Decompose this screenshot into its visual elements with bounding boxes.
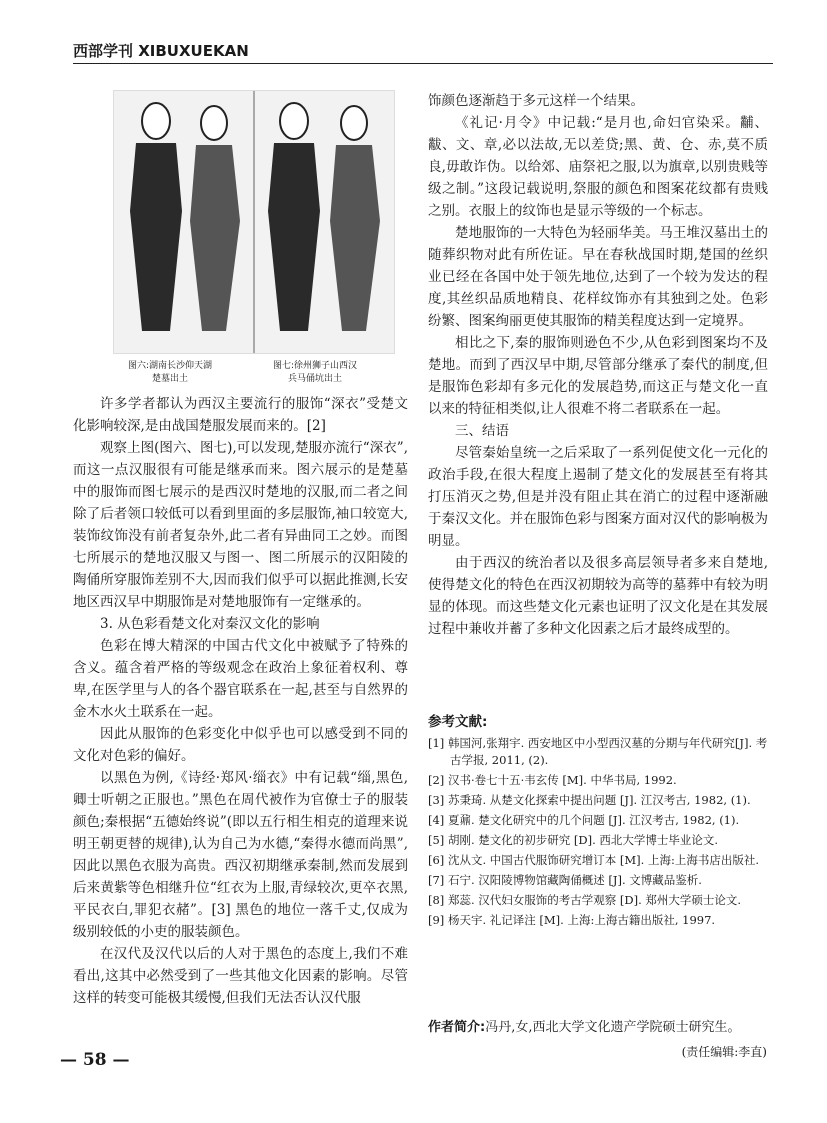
paragraph: 相比之下,秦的服饰则逊色不少,从色彩到图案均不及楚地。而到了西汉早中期,尽管部分继承了秦代的制度,但是服饰色彩却有多元化的发展趋势,而这正与楚文化一直以来的特征相类似,让人很难不将二者联系在一起。 <box>428 335 768 417</box>
journal-name: 西部学刊 XIBUXUEKAN <box>73 42 249 60</box>
caption-line: 图六:湖南长沙仰天湖 <box>127 361 213 371</box>
editor-note: (责任编辑:李直) <box>681 1045 767 1059</box>
caption-line: 图七:徐州狮子山西汉 <box>272 361 358 371</box>
author-bio <box>428 1018 773 1038</box>
left-column <box>73 393 408 1009</box>
right-column <box>428 90 768 640</box>
reference-item: [4] 夏鼐. 楚文化研究中的几个问题 [J]. 江汉考古, 1982, (1). <box>428 813 740 827</box>
paragraph: 尽管秦始皇统一之后采取了一系列促使文化一元化的政治手段,在很大程度上遏制了楚文化的发展甚至有将其打压消灭之势,但是并没有阻止其在消亡的过程中逐渐融于秦汉文化。并在服饰色彩与图案方面对汉代的影响极为明显。 <box>428 445 768 549</box>
paragraph: 许多学者都认为西汉主要流行的服饰“深衣”受楚文化影响较深,是由战国楚服发展而来的。[2] <box>73 396 408 434</box>
figurines-illustration <box>114 91 394 353</box>
page-number: — 58 — <box>60 1050 130 1070</box>
paragraph: 以黑色为例,《诗经·郑风·缁衣》中有记载“缁,黑色,卿士听朝之正服也。”黑色在周代被作为官僚士子的服装颜色;秦根据“五德始终说”(即以五行相生相克的道理来说明王朝更替的规律),认为自己为水德,“秦得水德而尚黑”,因此以黑色衣服为高贵。西汉初期继承秦制,然而发展到后来黄紫等色相继升位“红衣为上服,青绿较次,更卒衣黑,平民衣白,罪犯衣赭”。[3] 黑色的地位一落千丈,仅成为级别较低的小吏的服装颜色。 <box>73 770 408 940</box>
caption-line: 楚墓出土 <box>151 374 188 384</box>
figure-caption-right <box>250 360 380 386</box>
reference-item: [6] 沈从文. 中国古代服饰研究增订本 [M]. 上海:上海书店出版社. <box>428 853 759 867</box>
author-text: 冯丹,女,西北大学文化遗产学院硕士研究生。 <box>485 1020 741 1035</box>
references-list <box>428 735 768 932</box>
reference-item: [7] 石宁. 汉阳陵博物馆藏陶俑概述 [J]. 文博藏品鉴析. <box>428 873 702 887</box>
paragraph: 色彩在博大精深的中国古代文化中被赋予了特殊的含义。蕴含着严格的等级观念在政治上象征着权利、尊卑,在医学里与人的各个器官联系在一起,甚至与自然界的金木水火土联系在一起。 <box>73 638 408 720</box>
reference-item: [5] 胡刚. 楚文化的初步研究 [D]. 西北大学博士毕业论文. <box>428 833 719 847</box>
author-label: 作者简介: <box>428 1020 486 1035</box>
paragraph: 《礼记·月令》中记载:“是月也,命妇官染采。黼、黻、文、章,必以法故,无以差贷;黑、黄、仓、赤,莫不质良,毋敢诈伪。以给郊、庙祭祀之服,以为旗章,以别贵贱等级之制。”这段记载说明,祭服的颜色和图案花纹都有贵贱之别。衣服上的纹饰也是显示等级的一个标志。 <box>428 115 768 219</box>
reference-item: [3] 苏秉琦. 从楚文化探索中提出问题 [J]. 江汉考古, 1982, (1). <box>428 793 751 807</box>
reference-item: [8] 郑蕊. 汉代妇女服饰的考古学观察 [D]. 郑州大学硕士论文. <box>428 893 742 907</box>
reference-item: [9] 杨天宇. 礼记译注 [M]. 上海:上海古籍出版社, 1997. <box>428 913 716 927</box>
reference-item: [1] 韩国河,张翔宇. 西安地区中小型西汉墓的分期与年代研究[J]. 考古学报, 2011, (2). <box>428 736 768 767</box>
section-heading: 三、结语 <box>455 423 509 439</box>
paragraph: 饰颜色逐渐趋于多元这样一个结果。 <box>428 93 644 109</box>
header-rule <box>73 63 773 64</box>
reference-item: [2] 汉书·卷七十五·韦玄传 [M]. 中华书局, 1992. <box>428 773 677 787</box>
section-heading: 3. 从色彩看楚文化对秦汉文化的影响 <box>100 616 320 632</box>
references-title: 参考文献: <box>428 714 488 730</box>
figure-caption-left <box>110 360 230 386</box>
paragraph: 楚地服饰的一大特色为轻丽华美。马王堆汉墓出土的随葬织物对此有所佐证。早在春秋战国时期,楚国的丝织业已经在各国中处于领先地位,达到了一个较为发达的程度,其丝织品质地精良、花样纹饰亦有其独到之处。色彩纷繁、图案绚丽更使其服饰的精美程度达到一定境界。 <box>428 225 768 329</box>
paragraph: 在汉代及汉代以后的人对于黑色的态度上,我们不难看出,这其中必然受到了一些其他文化因素的影响。尽管这样的转变可能极其缓慢,但我们无法否认汉代服 <box>73 946 408 1006</box>
caption-line: 兵马俑坑出土 <box>287 374 342 384</box>
running-header <box>73 40 773 64</box>
paragraph: 观察上图(图六、图七),可以发现,楚服亦流行“深衣”,而这一点汉服很有可能是继承而来。图六展示的是楚墓中的服饰而图七展示的是西汉时楚地的汉服,而二者之间除了后者领口较低可以看到里面的多层服饰,袖口较宽大,装饰纹饰没有前者复杂外,此二者有异曲同工之妙。而图七所展示的楚地汉服又与图一、图二所展示的汉阳陵的陶俑所穿服饰差别不大,因而我们似乎可以据此推测,长安地区西汉早中期服饰是对楚地服饰有一定继承的。 <box>73 440 408 610</box>
figure-photo <box>113 90 395 354</box>
paragraph: 因此从服饰的色彩变化中似乎也可以感受到不同的文化对色彩的偏好。 <box>73 726 408 764</box>
paragraph: 由于西汉的统治者以及很多高层领导者多来自楚地,使得楚文化的特色在西汉初期较为高等的墓葬中有较为明显的体现。而这些楚文化元素也证明了汉文化是在其发展过程中兼收并蓄了多种文化因素之后才最终成型的。 <box>428 555 768 637</box>
